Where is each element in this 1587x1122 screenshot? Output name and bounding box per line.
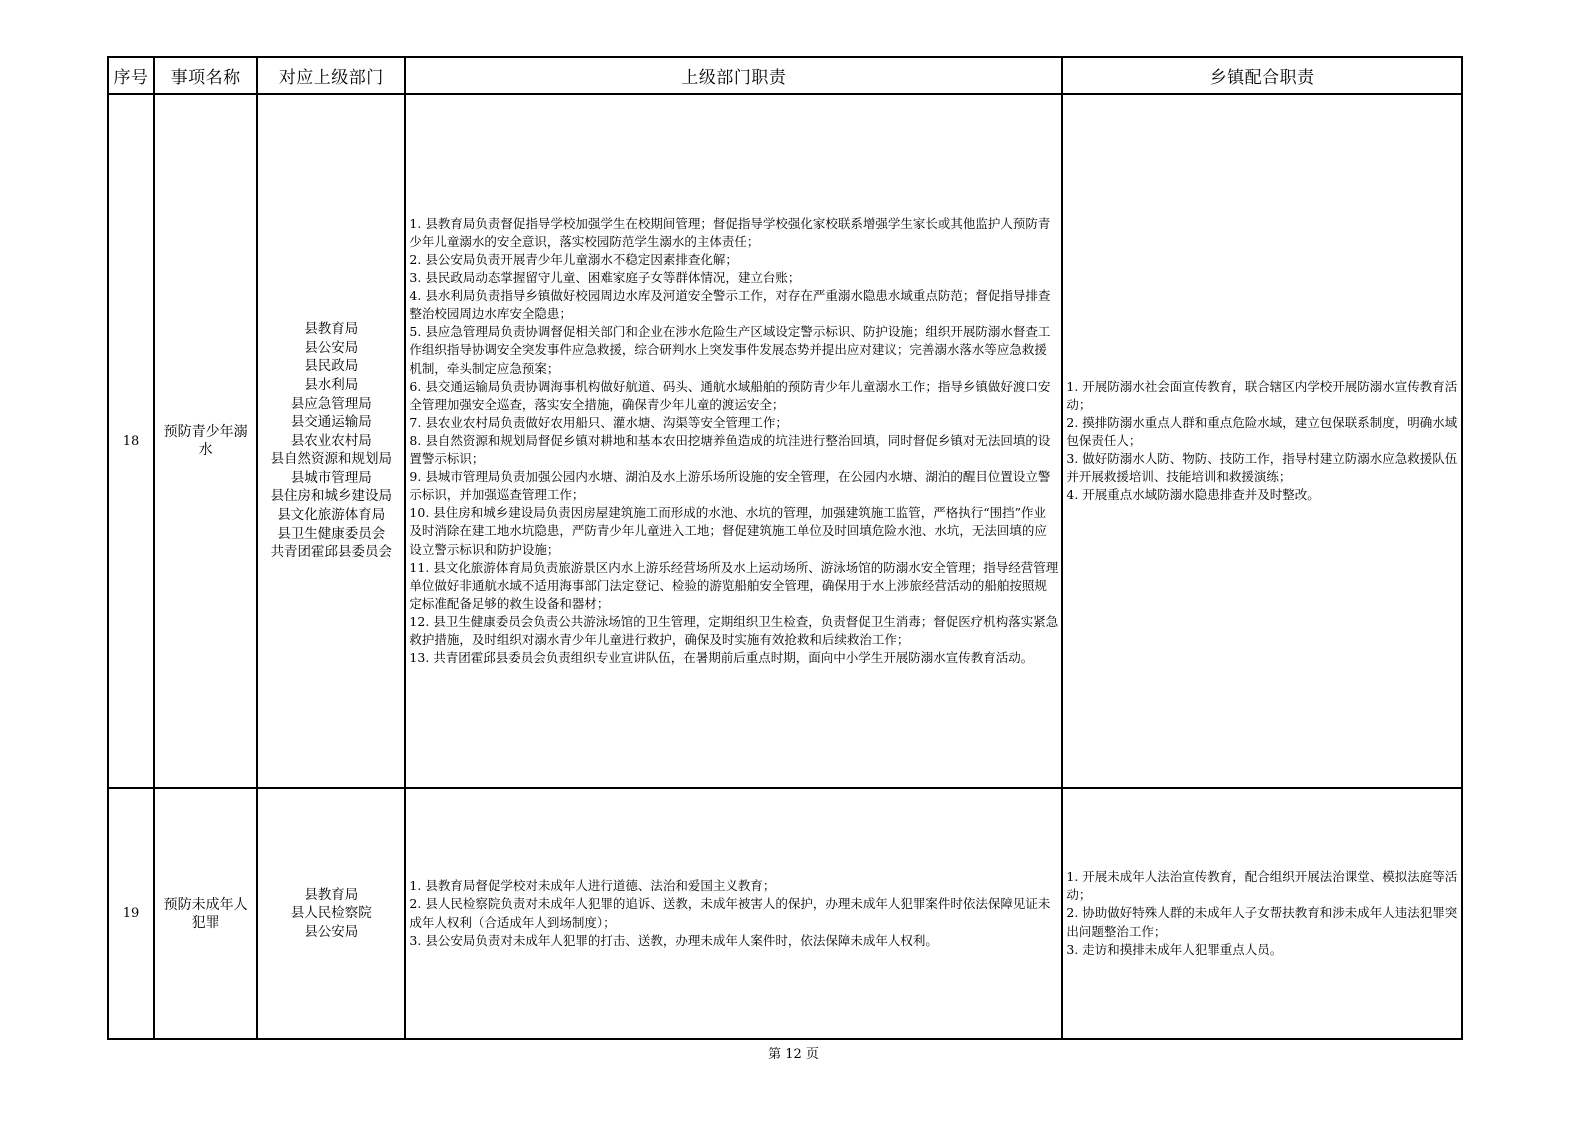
town-duty-item: 4. 开展重点水域防溺水隐患排查并及时整改。 <box>1066 487 1320 503</box>
header-row <box>108 57 1462 94</box>
town-duty-item: 1. 开展防溺水社会面宣传教育，联合辖区内学校开展防溺水宣传教育活动； <box>1066 378 1458 412</box>
town-duty-item: 2. 协助做好特殊人群的未成年人子女帮扶教育和涉未成年人违法犯罪突出问题整治工作； <box>1066 905 1458 939</box>
department-name: 县人民检察院 <box>290 905 372 922</box>
town-duties <box>1062 788 1462 1039</box>
superior-duty-item: 2. 县公安局负责开展青少年儿童溺水不稳定因素排查化解； <box>409 252 738 268</box>
table-body <box>108 94 1462 1039</box>
superior-duty-item: 3. 县民政局动态掌握留守儿童、困难家庭子女等群体情况，建立台账； <box>409 270 801 286</box>
header-superior-duties: 上级部门职责 <box>405 57 1062 94</box>
department-name: 县应急管理局 <box>290 395 372 412</box>
department-name: 共青团霍邱县委员会 <box>270 544 393 561</box>
superior-duty-item: 9. 县城市管理局负责加强公园内水塘、湖泊及水上游乐场所设施的安全管理，在公园内水塘、湖泊的醒目位置设立警示标识，并加强巡查管理工作； <box>409 469 1051 503</box>
header-item-name: 事项名称 <box>154 57 257 94</box>
table-row <box>108 94 1462 788</box>
superior-duty-item: 10. 县住房和城乡建设局负责因房屋建筑施工而形成的水池、水坑的管理，加强建筑施工监管，严格执行“围挡”作业及时消除在建工地水坑隐患，严防青少年儿童进入工地；督促建筑施工单位及时回填危险水池、水坑，无法回填的应设立警示标识和防护设施； <box>409 505 1047 557</box>
department-name: 县卫生健康委员会 <box>277 525 386 542</box>
superior-duty-item: 7. 县农业农村局负责做好农用船只、灌水塘、沟渠等安全管理工作； <box>409 414 788 430</box>
department-list <box>257 94 405 788</box>
department-name: 县公安局 <box>304 923 359 940</box>
superior-duty-item: 8. 县自然资源和规划局督促乡镇对耕地和基本农田挖塘养鱼造成的坑洼进行整治回填，同时督促乡镇对无法回填的设置警示标识； <box>409 432 1051 467</box>
superior-duty-item: 4. 县水利局负责指导乡镇做好校园周边水库及河道安全警示工作，对存在严重溺水隐患水域重点防范；督促指导排查整治校园周边水库安全隐患； <box>409 288 1051 322</box>
superior-duties <box>405 94 1062 788</box>
town-duty-item: 3. 走访和摸排未成年人犯罪重点人员。 <box>1066 941 1283 957</box>
department-name: 县农业农村局 <box>290 432 372 449</box>
superior-duty-item: 1. 县教育局负责督促指导学校加强学生在校期间管理；督促指导学校强化家校联系增强学生家长或其他监护人预防青少年儿童溺水的安全意识，落实校园防范学生溺水的主体责任； <box>409 215 1051 249</box>
item-name: 预防青少年溺水 <box>154 94 257 788</box>
row-number: 19 <box>108 788 154 1039</box>
department-name: 县教育局 <box>304 321 359 338</box>
department-list <box>257 788 405 1039</box>
table-row <box>108 788 1462 1039</box>
superior-duty-item: 6. 县交通运输局负责协调海事机构做好航道、码头、通航水域船舶的预防青少年儿童溺水工作；指导乡镇做好渡口安全管理加强安全巡查，落实安全措施，确保青少年儿童的渡运安全； <box>409 378 1051 412</box>
superior-duty-item: 13. 共青团霍邱县委员会负责组织专业宣讲队伍，在暑期前后重点时期，面向中小学生开展防溺水宣传教育活动。 <box>409 650 1034 666</box>
superior-duty-item: 11. 县文化旅游体育局负责旅游景区内水上游乐经营场所及水上运动场所、游泳场馆的防溺水安全管理；指导经营管理单位做好非通航水域不适用海事部门法定登记、检验的游览船舶安全管理，确保用于水上涉旅经营活动的船舶按照规定标准配备足够的救生设备和器材； <box>409 559 1059 611</box>
header-town-duties: 乡镇配合职责 <box>1062 57 1462 94</box>
page-number: 第 12 页 <box>768 1047 819 1062</box>
superior-duty-item: 2. 县人民检察院负责对未成年人犯罪的追诉、送教，未成年被害人的保护，办理未成年人犯罪案件时依法保障见证未成年人权利（合适成年人到场制度）； <box>409 896 1051 930</box>
department-name: 县住房和城乡建设局 <box>270 488 393 505</box>
town-duty-item: 1. 开展未成年人法治宣传教育，配合组织开展法治课堂、模拟法庭等活动； <box>1066 869 1458 903</box>
department-name: 县教育局 <box>304 886 359 903</box>
superior-duty-item: 1. 县教育局督促学校对未成年人进行道德、法治和爱国主义教育； <box>409 878 776 894</box>
department-name: 县公安局 <box>304 339 359 356</box>
header-department: 对应上级部门 <box>257 57 405 94</box>
item-name: 预防未成年人犯罪 <box>154 788 257 1039</box>
responsibility-table <box>107 56 1463 1040</box>
department-name: 县城市管理局 <box>290 469 372 486</box>
town-duties <box>1062 94 1462 788</box>
department-name: 县交通运输局 <box>290 414 372 431</box>
header-no: 序号 <box>108 57 154 94</box>
department-name: 县自然资源和规划局 <box>270 451 393 468</box>
department-name: 县民政局 <box>304 358 359 375</box>
row-number: 18 <box>108 94 154 788</box>
superior-duty-item: 3. 县公安局负责对未成年人犯罪的打击、送教，办理未成年人案件时，依法保障未成年人权利。 <box>409 932 938 948</box>
department-name: 县水利局 <box>304 376 359 393</box>
superior-duty-item: 12. 县卫生健康委员会负责公共游泳场馆的卫生管理，定期组织卫生检查，负责督促卫生消毒；督促医疗机构落实紧急救护措施，及时组织对溺水青少年儿童进行救护，确保及时实施有效抢救和后续救治工作； <box>409 613 1059 647</box>
department-name: 县文化旅游体育局 <box>277 507 386 524</box>
superior-duty-item: 5. 县应急管理局负责协调督促相关部门和企业在涉水危险生产区域设定警示标识、防护设施；组织开展防溺水督查工作组织指导协调安全突发事件应急救援，综合研判水上突发事件发展态势并提出应对建议；完善溺水落水等应急救援机制，牵头制定应急预案； <box>409 324 1051 376</box>
superior-duties <box>405 788 1062 1039</box>
town-duty-item: 3. 做好防溺水人防、物防、技防工作，指导村建立防溺水应急救援队伍并开展救援培训、技能培训和救援演练； <box>1066 451 1458 485</box>
town-duty-item: 2. 摸排防溺水重点人群和重点危险水域，建立包保联系制度，明确水域包保责任人； <box>1066 414 1458 448</box>
